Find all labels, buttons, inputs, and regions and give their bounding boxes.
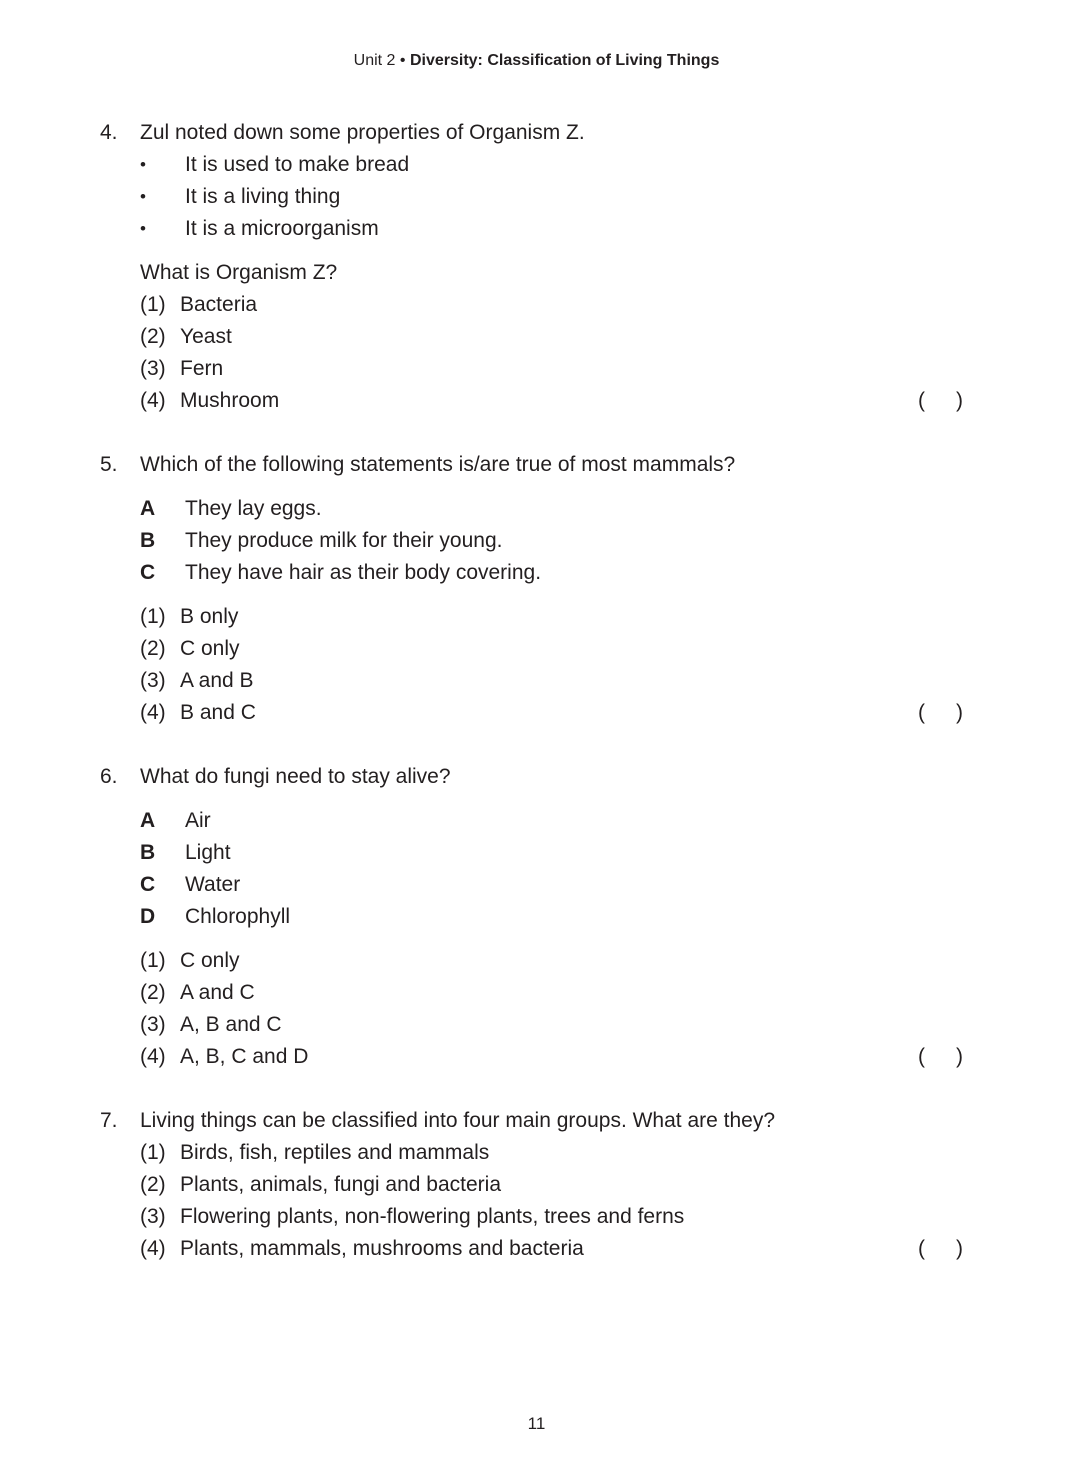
option-number: (4) (140, 1045, 166, 1068)
answer-box-open: ( (918, 1045, 925, 1068)
answer-box-close: ) (956, 701, 963, 724)
statement-item (100, 493, 980, 525)
option-text: Bacteria (180, 293, 258, 316)
statement-item (100, 901, 980, 933)
option-number: (2) (140, 981, 166, 1004)
statement-text: Air (185, 809, 211, 832)
statement-text: Water (185, 873, 241, 896)
option-number: (2) (140, 637, 166, 660)
statement-letter: A (140, 809, 156, 832)
statement-item (100, 869, 980, 901)
statement-letter: D (140, 905, 156, 928)
bullet-text: It is used to make bread (185, 153, 410, 176)
option-text: A, B and C (180, 1013, 282, 1036)
option-number: (3) (140, 1205, 166, 1228)
answer-box-close: ) (956, 389, 963, 412)
option-item[interactable] (100, 385, 980, 417)
question-4 (100, 117, 980, 417)
statement-item (100, 837, 980, 869)
page-number: 11 (527, 1414, 546, 1433)
option-text: A and B (180, 669, 254, 692)
statement-text: Chlorophyll (185, 905, 291, 928)
option-item[interactable] (100, 1169, 980, 1201)
option-number: (4) (140, 389, 166, 412)
option-number: (1) (140, 605, 166, 628)
option-number: (3) (140, 669, 166, 692)
option-text: Plants, animals, fungi and bacteria (180, 1173, 502, 1196)
statement-letter: B (140, 529, 156, 552)
question-7 (100, 1105, 980, 1265)
bullet-item (100, 181, 980, 213)
answer-box-close: ) (956, 1237, 963, 1260)
question-text: What do fungi need to stay alive? (140, 765, 451, 788)
question-text: Living things can be classified into four main groups. What are they? (140, 1109, 776, 1132)
option-text: Fern (180, 357, 224, 380)
option-text: Mushroom (180, 389, 280, 412)
option-number: (1) (140, 1141, 166, 1164)
option-item[interactable] (100, 1041, 980, 1073)
statement-text: They lay eggs. (185, 497, 322, 520)
option-item[interactable] (100, 601, 980, 633)
statement-letter: C (140, 561, 156, 584)
question-stem (100, 1105, 980, 1137)
option-item[interactable] (100, 353, 980, 385)
statement-text: They have hair as their body covering. (185, 561, 542, 584)
option-text: Yeast (180, 325, 232, 348)
running-header (0, 51, 1073, 71)
option-item[interactable] (100, 1137, 980, 1169)
option-text: A, B, C and D (180, 1045, 309, 1068)
question-text: Zul noted down some properties of Organism Z. (140, 121, 585, 144)
option-number: (2) (140, 1173, 166, 1196)
header-unit: Unit 2 • (353, 52, 410, 69)
option-number: (1) (140, 293, 166, 316)
question-stem (100, 449, 980, 481)
option-text: Flowering plants, non-flowering plants, trees and ferns (180, 1205, 685, 1228)
option-text: B and C (180, 701, 256, 724)
option-text: A and C (180, 981, 255, 1004)
statement-item (100, 557, 980, 589)
option-item[interactable] (100, 321, 980, 353)
option-item[interactable] (100, 665, 980, 697)
option-item[interactable] (100, 1201, 980, 1233)
statement-text: Light (185, 841, 231, 864)
option-item[interactable] (100, 1009, 980, 1041)
bullet-icon: • (140, 219, 146, 238)
statement-letter: A (140, 497, 156, 520)
bullet-item (100, 149, 980, 181)
option-text: B only (180, 605, 239, 628)
question-stem (100, 117, 980, 149)
bullet-icon: • (140, 155, 146, 174)
question-6 (100, 761, 980, 1073)
option-item[interactable] (100, 977, 980, 1009)
question-number: 4. (100, 121, 118, 144)
prompt-text: What is Organism Z? (140, 261, 338, 284)
option-item[interactable] (100, 945, 980, 977)
statement-item (100, 805, 980, 837)
option-text: C only (180, 949, 240, 972)
bullet-item (100, 213, 980, 245)
question-text: Which of the following statements is/are true of most mammals? (140, 453, 736, 476)
answer-box-open: ( (918, 701, 925, 724)
option-text: Plants, mammals, mushrooms and bacteria (180, 1237, 584, 1260)
option-number: (3) (140, 357, 166, 380)
option-number: (1) (140, 949, 166, 972)
answer-box-open: ( (918, 389, 925, 412)
statement-letter: B (140, 841, 156, 864)
answer-box-open: ( (918, 1237, 925, 1260)
option-text: C only (180, 637, 240, 660)
option-item[interactable] (100, 289, 980, 321)
bullet-icon: • (140, 187, 146, 206)
question-prompt (100, 257, 980, 289)
option-text: Birds, fish, reptiles and mammals (180, 1141, 490, 1164)
question-number: 7. (100, 1109, 118, 1132)
option-item[interactable] (100, 697, 980, 729)
question-stem (100, 761, 980, 793)
header-title: Diversity: Classification of Living Things (409, 52, 720, 69)
option-number: (3) (140, 1013, 166, 1036)
question-number: 6. (100, 765, 118, 788)
answer-box-close: ) (956, 1045, 963, 1068)
bullet-text: It is a microorganism (185, 217, 379, 240)
option-number: (2) (140, 325, 166, 348)
bullet-text: It is a living thing (185, 185, 341, 208)
statement-letter: C (140, 873, 156, 896)
statement-text: They produce milk for their young. (185, 529, 503, 552)
statement-item (100, 525, 980, 557)
option-number: (4) (140, 701, 166, 724)
question-5 (100, 449, 980, 729)
question-number: 5. (100, 453, 118, 476)
option-item[interactable] (100, 633, 980, 665)
option-item[interactable] (100, 1233, 980, 1265)
option-number: (4) (140, 1237, 166, 1260)
